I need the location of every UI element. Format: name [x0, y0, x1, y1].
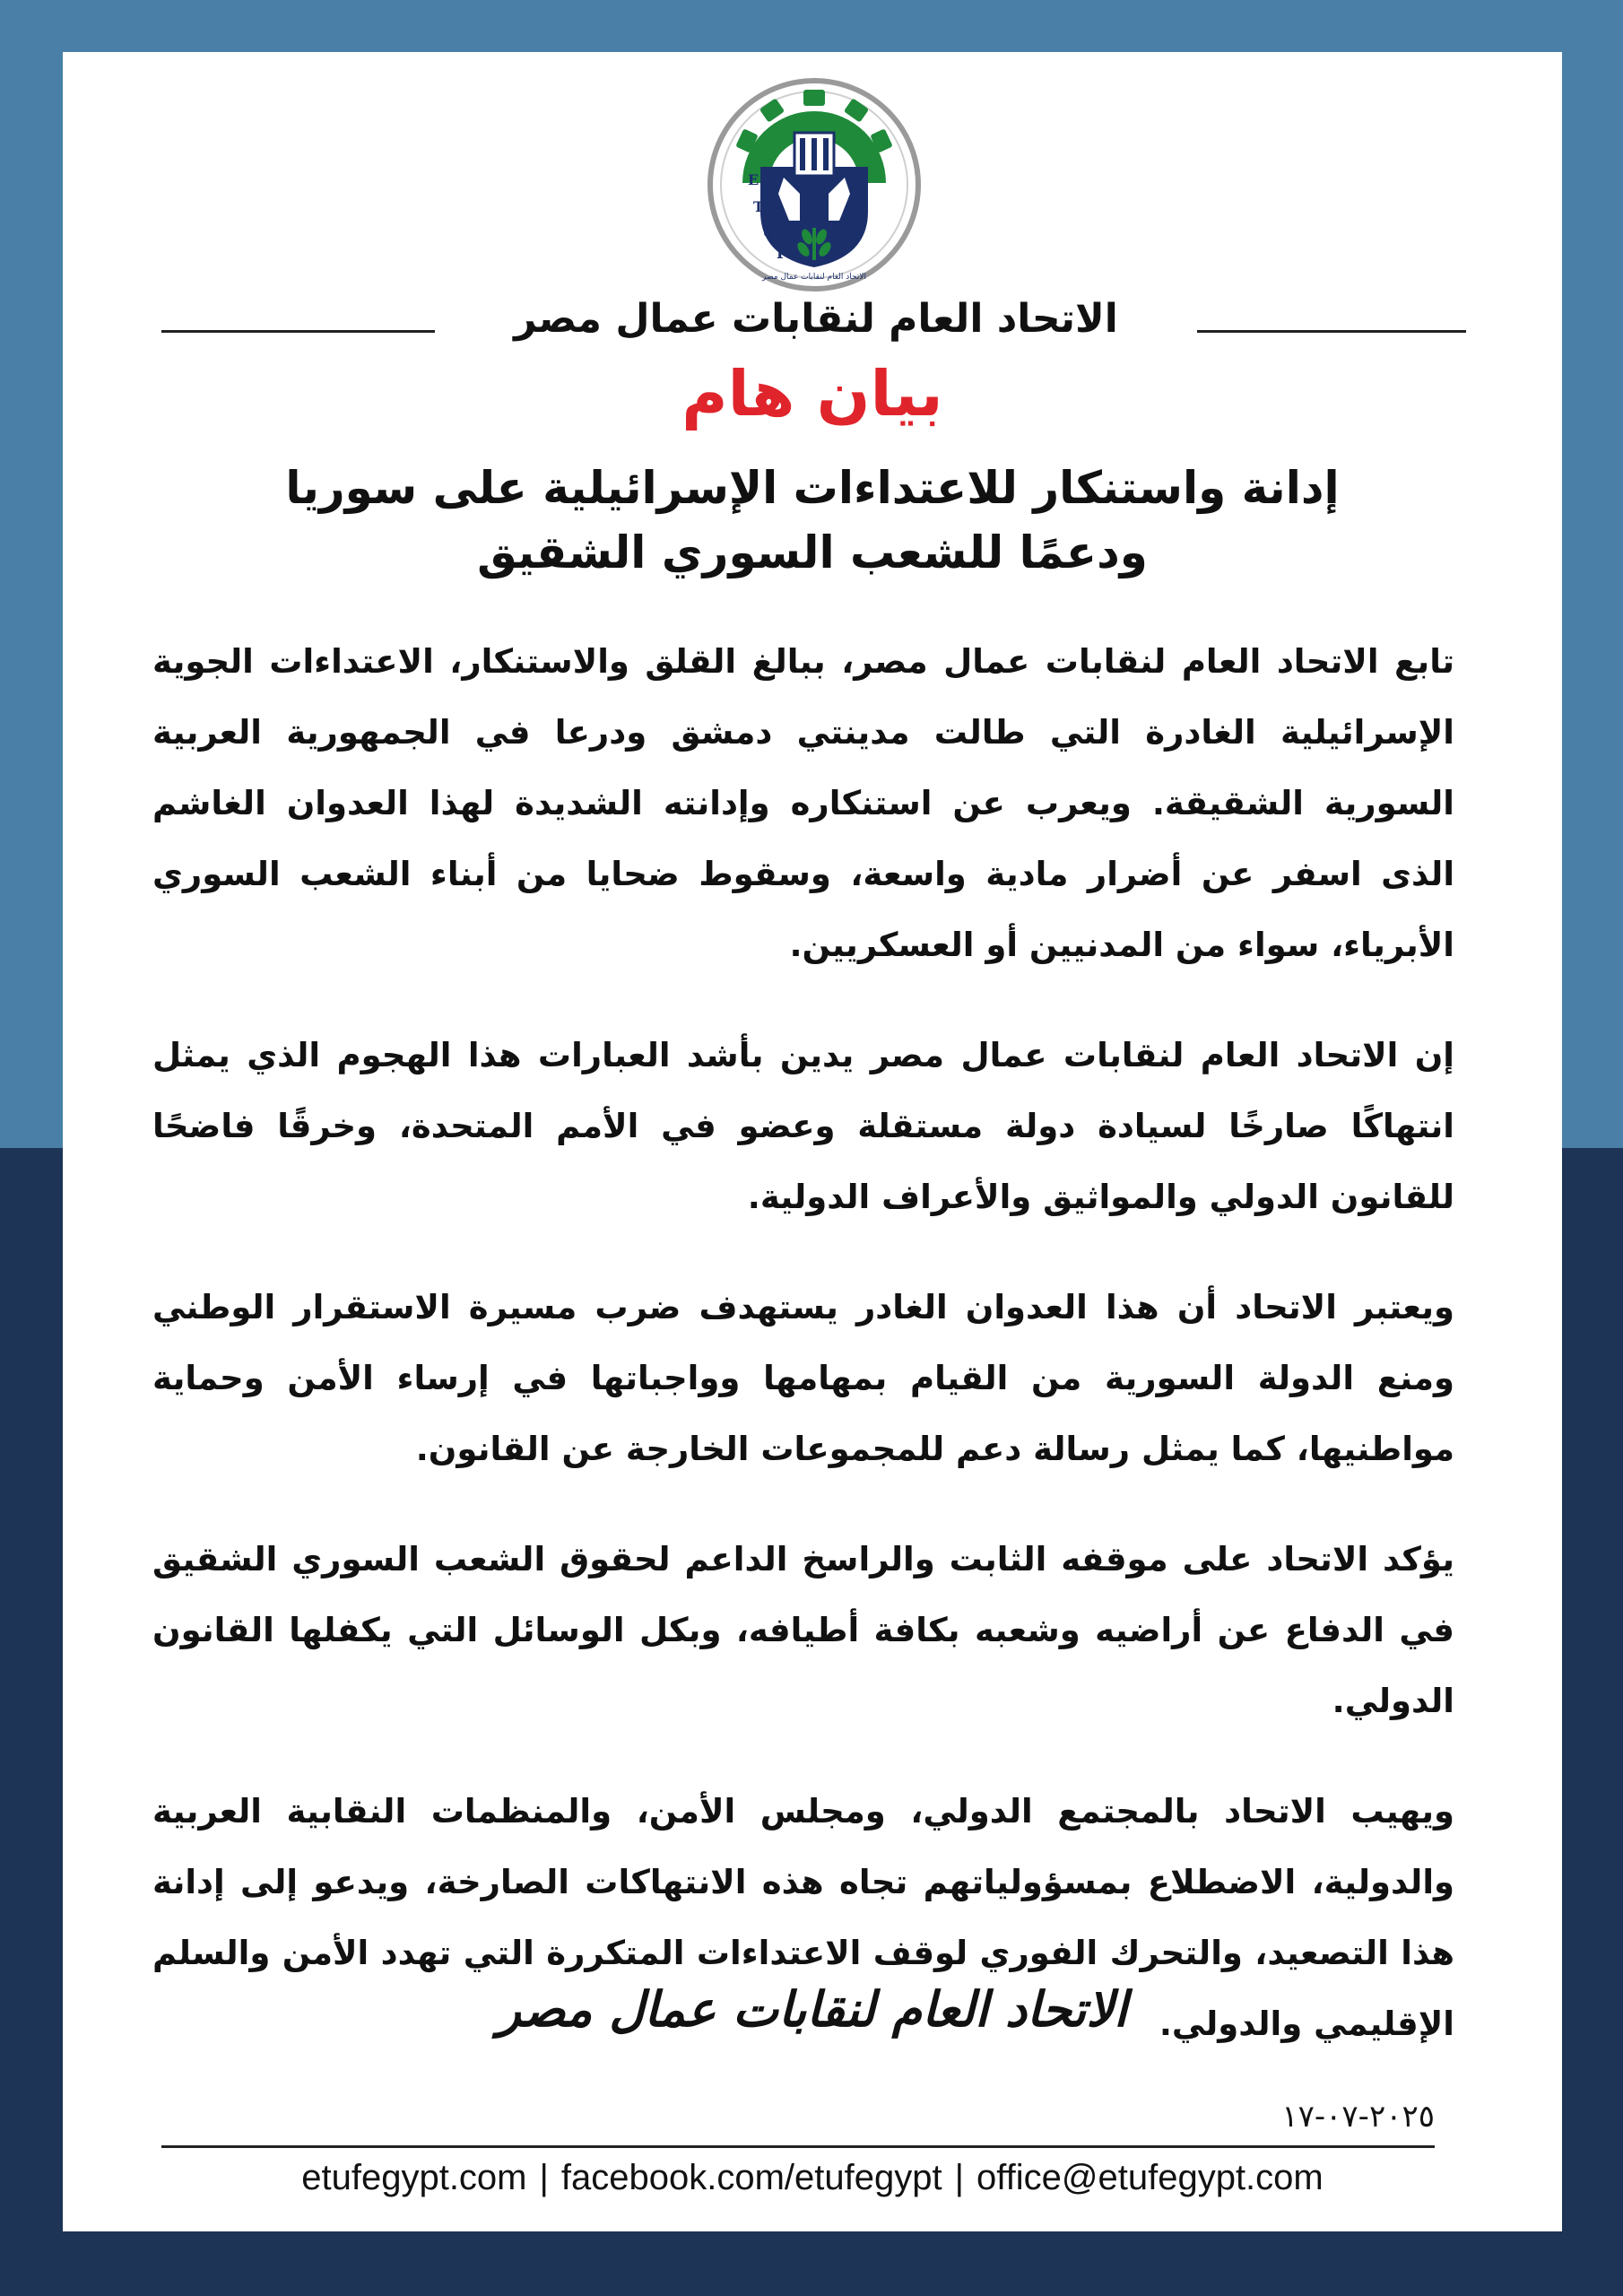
header-divider-right [1197, 330, 1466, 333]
logo-ring-text: الاتحاد العام لنقابات عمال مصر [762, 273, 866, 282]
org-header [63, 296, 1562, 350]
logo-letter-u: U [762, 223, 775, 240]
logo-letter-t: T [753, 198, 764, 215]
footer-separator: | [954, 2158, 964, 2197]
body-paragraph-4: يؤكد الاتحاد على موقفه الثابت والراسخ الداعم لحقوق الشعب السوري الشقيق في الدفاع عن أراضيه وشعبه بكافة أطيافه، وبكل الوسائل التي يكفلها القانون الدولي. [152, 1540, 1454, 1720]
title-line-1: إدانة واستنكار للاعتداءات الإسرائيلية على سوريا [285, 462, 1340, 514]
org-name: الاتحاد العام لنقابات عمال مصر [514, 296, 1118, 342]
footer-email-link[interactable]: office@etufegypt.com [976, 2158, 1324, 2197]
body-paragraph-2: إن الاتحاد العام لنقابات عمال مصر يدين بأشد العبارات هذا الهجوم الذي يمثل انتهاكًا صارخًا لسيادة دولة مستقلة وعضو في الأمم المتحدة، وخرقًا فاضحًا للقانون الدولي والمواثيق والأعراف الدولية. [152, 1036, 1454, 1216]
logo-letter-e: E [748, 171, 759, 188]
logo-letter-f: F [777, 245, 787, 262]
body-paragraph-3: ويعتبر الاتحاد أن هذا العدوان الغادر يستهدف ضرب مسيرة الاستقرار الوطني ومنع الدولة السورية من القيام بمهامها وواجباتها في إرساء الأمن وحماية مواطنيها، كما يمثل رسالة دعم للمجموعات الخارجة عن القانون. [152, 1288, 1454, 1468]
body-paragraph-5: ويهيب الاتحاد بالمجتمع الدولي، ومجلس الأمن، والمنظمات النقابية العربية والدولية، الاضطلاع بمسؤولياتهم تجاه هذه الانتهاكات الصارخة، ويدعو إلى إدانة هذا التصعيد، والتحرك الفوري لوقف الاعتداءات المتكررة التي تهدد الأمن والسلم الإقليمي والدولي. [152, 1792, 1454, 2043]
statement-date: ٢٠٢٥-٠٧-١٧ [1281, 2099, 1435, 2135]
etuf-emblem-icon [707, 77, 922, 292]
statement-title [197, 456, 1428, 585]
header-divider-left [161, 330, 435, 333]
footer-facebook-link[interactable]: facebook.com/etufegypt [560, 2158, 942, 2197]
footer-divider [161, 2145, 1435, 2148]
body-paragraph-1: تابع الاتحاد العام لنقابات عمال مصر، ببالغ القلق والاستنكار، الاعتداءات الجوية الإسرائيلية الغادرة التي طالت مدينتي دمشق ودرعا في الجمهورية العربية السورية الشقيقة. ويعرب عن استنكاره وإدانته الشديدة لهذا العدوان الغاشم الذى اسفر عن أضرار مادية واسعة، وسقوط ضحايا من أبناء الشعب السوري الأبرياء، سواء من المدنيين أو العسكريين. [152, 642, 1454, 964]
footer-website-link[interactable]: etufegypt.com [301, 2158, 527, 2197]
statement-body [152, 626, 1454, 2099]
statement-label: بيان هام [681, 357, 943, 430]
title-line-2: ودعمًا للشعب السوري الشقيق [477, 526, 1148, 578]
contact-footer [63, 2158, 1562, 2198]
signature: الاتحاد العام لنقابات عمال مصر [497, 1980, 1128, 2038]
statement-page [63, 52, 1562, 2231]
footer-separator: | [539, 2158, 549, 2197]
